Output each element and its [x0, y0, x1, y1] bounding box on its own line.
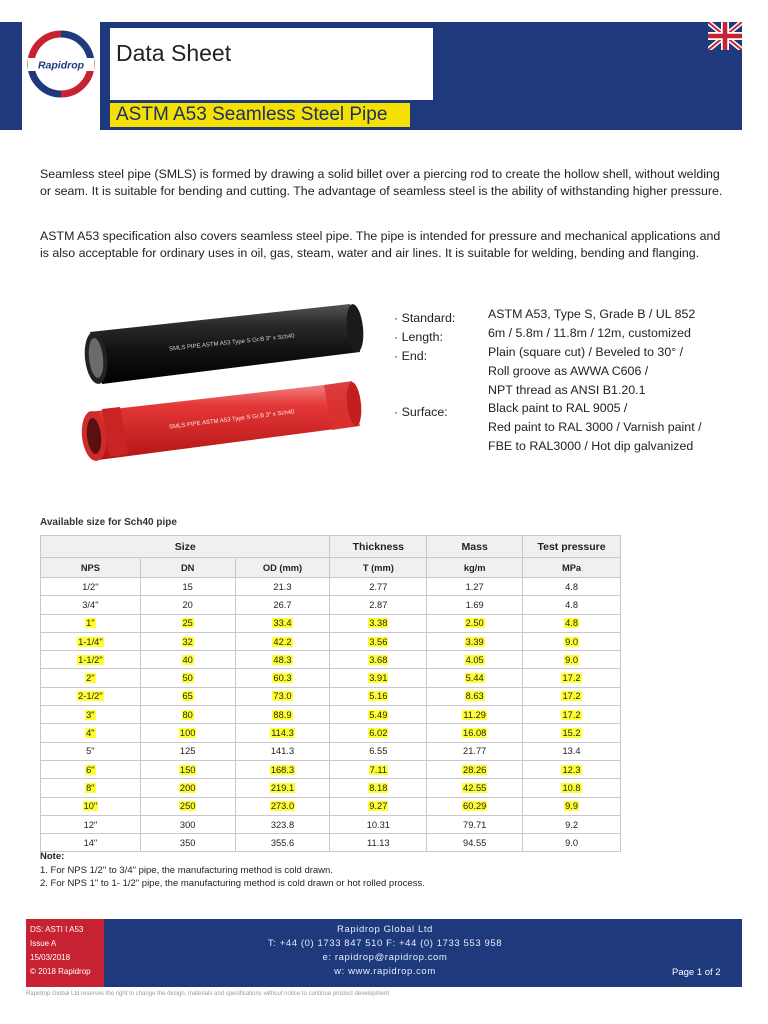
table-cell: 219.1: [235, 779, 330, 797]
table-cell: 2-1/2": [41, 687, 141, 705]
table-cell: 11.13: [330, 834, 427, 852]
table-cell: 6.02: [330, 724, 427, 742]
header-size: Size: [41, 536, 330, 558]
table-cell: 4.8: [523, 614, 621, 632]
table-row: [41, 760, 621, 778]
header-mass: Mass: [427, 536, 523, 558]
table-cell: 88.9: [235, 706, 330, 724]
table-cell: 10.8: [523, 779, 621, 797]
table-cell: 12.3: [523, 760, 621, 778]
table-cell: 114.3: [235, 724, 330, 742]
footer-phone: T: +44 (0) 1733 847 510 F: +44 (0) 1733 553 958: [267, 938, 503, 949]
table-cell: 17.2: [523, 687, 621, 705]
table-cell: 2.87: [330, 596, 427, 614]
spec-label-surface: · Surface:: [394, 405, 448, 419]
column-header: DN: [140, 558, 235, 578]
table-cell: 42.55: [427, 779, 523, 797]
table-cell: 8.18: [330, 779, 427, 797]
table-cell: 17.2: [523, 669, 621, 687]
header-test-pressure: Test pressure: [523, 536, 621, 558]
table-row: [41, 834, 621, 852]
note-item: 2. For NPS 1" to 1- 1/2" pipe, the manufacturing method is cold drawn or hot rolled process.: [40, 878, 425, 889]
table-column-header-row: [41, 558, 621, 578]
page-number: Page 1 of 2: [672, 967, 721, 978]
spec-value-surface-1: Black paint to RAL 9005 /: [488, 401, 628, 415]
spec-value-standard: ASTM A53, Type S, Grade B / UL 852: [488, 307, 696, 321]
table-cell: 5.16: [330, 687, 427, 705]
table-cell: 323.8: [235, 815, 330, 833]
note-item: 1. For NPS 1/2" to 3/4" pipe, the manufacturing method is cold drawn.: [40, 865, 333, 876]
table-cell: 3/4": [41, 596, 141, 614]
table-row: [41, 742, 621, 760]
footer-company: Rapidrop Global Ltd: [337, 924, 433, 935]
table-cell: 42.2: [235, 632, 330, 650]
footer-website[interactable]: w: www.rapidrop.com: [334, 966, 436, 977]
table-cell: 21.77: [427, 742, 523, 760]
table-cell: 5.49: [330, 706, 427, 724]
table-cell: 100: [140, 724, 235, 742]
table-cell: 5": [41, 742, 141, 760]
spec-label-standard: · Standard:: [394, 311, 456, 325]
footer-disclaimer: Rapidrop Global Ltd reserves the right to change the design, materials and specifications without notice to continue product development: [26, 991, 389, 997]
table-row: [41, 779, 621, 797]
table-cell: 4.8: [523, 596, 621, 614]
table-cell: 10": [41, 797, 141, 815]
note-title: Note:: [40, 851, 65, 862]
table-cell: 15: [140, 578, 235, 596]
table-cell: 5.44: [427, 669, 523, 687]
table-cell: 300: [140, 815, 235, 833]
table-cell: 3.39: [427, 632, 523, 650]
table-cell: 9.0: [523, 651, 621, 669]
table-cell: 1.69: [427, 596, 523, 614]
table-cell: 3.68: [330, 651, 427, 669]
table-cell: 50: [140, 669, 235, 687]
table-row: [41, 687, 621, 705]
table-cell: 12": [41, 815, 141, 833]
table-cell: 79.71: [427, 815, 523, 833]
table-cell: 73.0: [235, 687, 330, 705]
header-thickness: Thickness: [330, 536, 427, 558]
table-cell: 4": [41, 724, 141, 742]
spec-value-end-2: Roll groove as AWWA C606 /: [488, 364, 649, 378]
spec-label-end: · End:: [394, 349, 428, 363]
table-cell: 3.38: [330, 614, 427, 632]
table-cell: 40: [140, 651, 235, 669]
table-cell: 250: [140, 797, 235, 815]
footer-doc-code: DS: ASTI I A53: [30, 925, 84, 934]
table-cell: 4.8: [523, 578, 621, 596]
spec-value-length: 6m / 5.8m / 11.8m / 12m, customized: [488, 326, 691, 340]
table-cell: 26.7: [235, 596, 330, 614]
logo: [22, 22, 100, 130]
table-cell: 28.26: [427, 760, 523, 778]
table-row: [41, 706, 621, 724]
table-cell: 7.11: [330, 760, 427, 778]
table-row: [41, 724, 621, 742]
pipe-image: [62, 300, 372, 475]
table-cell: 1-1/2": [41, 651, 141, 669]
table-row: [41, 651, 621, 669]
table-cell: 13.4: [523, 742, 621, 760]
column-header: OD (mm): [235, 558, 330, 578]
table-cell: 125: [140, 742, 235, 760]
intro-paragraph-1: Seamless steel pipe (SMLS) is formed by drawing a solid billet over a piercing rod to create the hollow shell, without welding or seam. It is suitable for bending and cutting. The advantage of seamless steel is the ability of withstanding higher pressure.: [40, 167, 723, 198]
table-cell: 11.29: [427, 706, 523, 724]
table-cell: 33.4: [235, 614, 330, 632]
table-cell: 60.29: [427, 797, 523, 815]
table-cell: 350: [140, 834, 235, 852]
spec-value-end-1: Plain (square cut) / Beveled to 30° /: [488, 345, 684, 359]
table-cell: 141.3: [235, 742, 330, 760]
footer-issue: Issue A: [30, 939, 57, 948]
table-cell: 4.05: [427, 651, 523, 669]
table-cell: 65: [140, 687, 235, 705]
table-cell: 8": [41, 779, 141, 797]
black-pipe-marking: SMLS PIPE ASTM A53 Type S Gr.B 3" x Sch40: [168, 333, 295, 353]
column-header: MPa: [523, 558, 621, 578]
red-pipe-marking: SMLS PIPE ASTM A53 Type S Gr.B 3" x Sch40: [168, 409, 295, 431]
table-row: [41, 596, 621, 614]
table-cell: 9.0: [523, 834, 621, 852]
table-row: [41, 669, 621, 687]
table-cell: 168.3: [235, 760, 330, 778]
page-title: Data Sheet: [116, 40, 232, 66]
table-cell: 3.56: [330, 632, 427, 650]
spec-value-surface-3: FBE to RAL3000 / Hot dip galvanized: [488, 439, 694, 453]
table-cell: 60.3: [235, 669, 330, 687]
table-row: [41, 815, 621, 833]
column-header: T (mm): [330, 558, 427, 578]
size-table: [40, 535, 621, 852]
column-header: kg/m: [427, 558, 523, 578]
rapidrop-logo-icon: [22, 22, 100, 130]
table-cell: 9.2: [523, 815, 621, 833]
table-cell: 3": [41, 706, 141, 724]
table-cell: 355.6: [235, 834, 330, 852]
table-cell: 150: [140, 760, 235, 778]
table-cell: 3.91: [330, 669, 427, 687]
table-cell: 200: [140, 779, 235, 797]
table-row: [41, 578, 621, 596]
table-cell: 2.77: [330, 578, 427, 596]
table-cell: 2.50: [427, 614, 523, 632]
table-cell: 273.0: [235, 797, 330, 815]
table-cell: 16.08: [427, 724, 523, 742]
product-title: ASTM A53 Seamless Steel Pipe: [116, 104, 388, 125]
table-cell: 17.2: [523, 706, 621, 724]
footer-date: 15/03/2018: [30, 953, 71, 962]
table-cell: 6": [41, 760, 141, 778]
intro-paragraph-2: ASTM A53 specification also covers seamless steel pipe. The pipe is intended for pressure and mechanical applications and is also acceptable for ordinary uses in oil, gas, steam, water and air lines. It is suitable for welding, bending and flanging.: [40, 229, 721, 260]
table-row: [41, 797, 621, 815]
table-cell: 20: [140, 596, 235, 614]
spec-value-end-3: NPT thread as ANSI B1.20.1: [488, 383, 646, 397]
table-cell: 9.27: [330, 797, 427, 815]
table-cell: 25: [140, 614, 235, 632]
table-cell: 32: [140, 632, 235, 650]
table-cell: 14": [41, 834, 141, 852]
footer-email[interactable]: e: rapidrop@rapidrop.com: [322, 952, 448, 963]
column-header: NPS: [41, 558, 141, 578]
table-cell: 10.31: [330, 815, 427, 833]
table-cell: 6.55: [330, 742, 427, 760]
spec-label-length: · Length:: [394, 330, 443, 344]
table-cell: 9.0: [523, 632, 621, 650]
table-cell: 8.63: [427, 687, 523, 705]
table-cell: 1/2": [41, 578, 141, 596]
table-row: [41, 632, 621, 650]
table-cell: 2": [41, 669, 141, 687]
table-cell: 80: [140, 706, 235, 724]
table-cell: 1": [41, 614, 141, 632]
spec-value-surface-2: Red paint to RAL 3000 / Varnish paint /: [488, 420, 702, 434]
footer-copyright: © 2018 Rapidrop: [30, 967, 91, 976]
table-cell: 94.55: [427, 834, 523, 852]
table-row: [41, 614, 621, 632]
table-cell: 1-1/4": [41, 632, 141, 650]
table-cell: 21.3: [235, 578, 330, 596]
table-cell: 48.3: [235, 651, 330, 669]
table-cell: 1.27: [427, 578, 523, 596]
table-cell: 15.2: [523, 724, 621, 742]
table-cell: 9.9: [523, 797, 621, 815]
table-caption: Available size for Sch40 pipe: [40, 517, 177, 528]
svg-text:Rapidrop: Rapidrop: [37, 59, 85, 72]
uk-flag-icon[interactable]: [708, 22, 742, 50]
table-group-header-row: [41, 536, 621, 558]
